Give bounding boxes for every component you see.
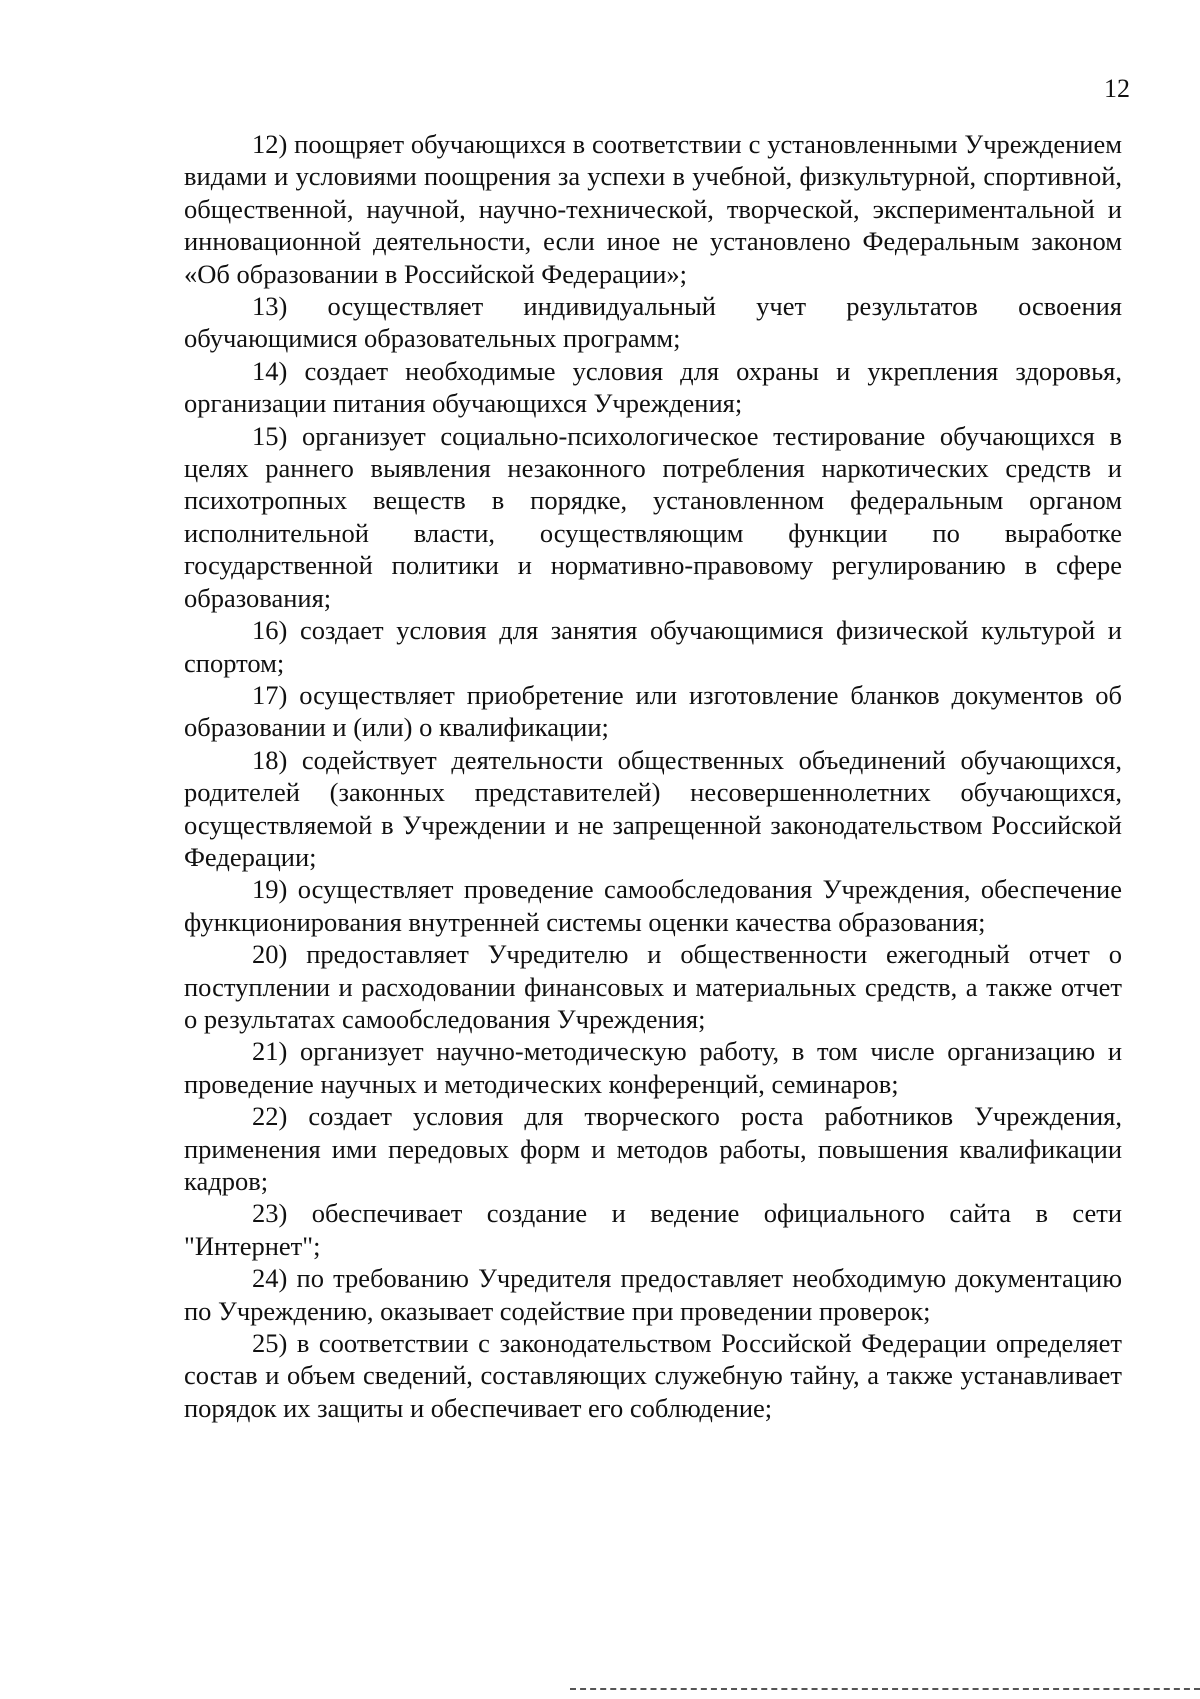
paragraph-item-22: 22) создает условия для творческого роста работников Учреждения, применения ими передовых форм и методов работы, повышения квалификации кадров; xyxy=(184,1101,1122,1196)
paragraph-item-24: 24) по требованию Учредителя предоставляет необходимую документацию по Учреждению, оказывает содействие при проведении проверок; xyxy=(184,1263,1122,1326)
paragraph-item-13: 13) осуществляет индивидуальный учет результатов освоения обучающимися образовательных программ; xyxy=(184,291,1122,354)
paragraph-item-23: 23) обеспечивает создание и ведение официального сайта в сети "Интернет"; xyxy=(184,1198,1122,1261)
document-body xyxy=(184,128,1122,1424)
paragraph-item-19: 19) осуществляет проведение самообследования Учреждения, обеспечение функционирования внутренней системы оценки качества образования; xyxy=(184,874,1122,937)
paragraph-item-17: 17) осуществляет приобретение или изготовление бланков документов об образовании и (или) о квалификации; xyxy=(184,679,1122,743)
paragraph-item-18: 18) содействует деятельности общественных объединений обучающихся, родителей (законных представителей) несовершеннолетних обучающихся, осуществляемой в Учреждении и не запрещенной законодательством Российской Федерации; xyxy=(184,744,1122,872)
page-number: 12 xyxy=(1104,74,1130,103)
paragraph-item-21: 21) организует научно-методическую работу, в том числе организацию и проведение научных и методических конференций, семинаров; xyxy=(184,1036,1122,1099)
paragraph-item-16: 16) создает условия для занятия обучающимися физической культурой и спортом; xyxy=(184,615,1122,678)
paragraph-item-20: 20) предоставляет Учредителю и общественности ежегодный отчет о поступлении и расходовании финансовых и материальных средств, а также отчет о результатах самообследования Учреждения; xyxy=(184,939,1122,1034)
paragraph-item-25: 25) в соответствии с законодательством Российской Федерации определяет состав и объем сведений, составляющих служебную тайну, а также устанавливает порядок их защиты и обеспечивает его соблюдение; xyxy=(184,1328,1122,1423)
paragraph-item-12: 12) поощряет обучающихся в соответствии с установленными Учреждением видами и условиями поощрения за успехи в учебной, физкультурной, спортивной, общественной, научной, научно-технической, творческой, экспериментальной и инновационной деятельности, если иное не установлено Федеральным законом «Об образовании в Российской Федерации»; xyxy=(184,129,1122,289)
bottom-scan-rule xyxy=(570,1688,1200,1690)
paragraph-item-14: 14) создает необходимые условия для охраны и укрепления здоровья, организации питания обучающихся Учреждения; xyxy=(184,355,1122,419)
paragraph-item-15: 15) организует социально-психологическое тестирование обучающихся в целях раннего выявления незаконного потребления наркотических средств и психотропных веществ в порядке, установленном федеральным органом исполнительной власти, осуществляющим функции по выработке государственной политики и нормативно-правовому регулированию в сфере образования; xyxy=(184,420,1122,613)
